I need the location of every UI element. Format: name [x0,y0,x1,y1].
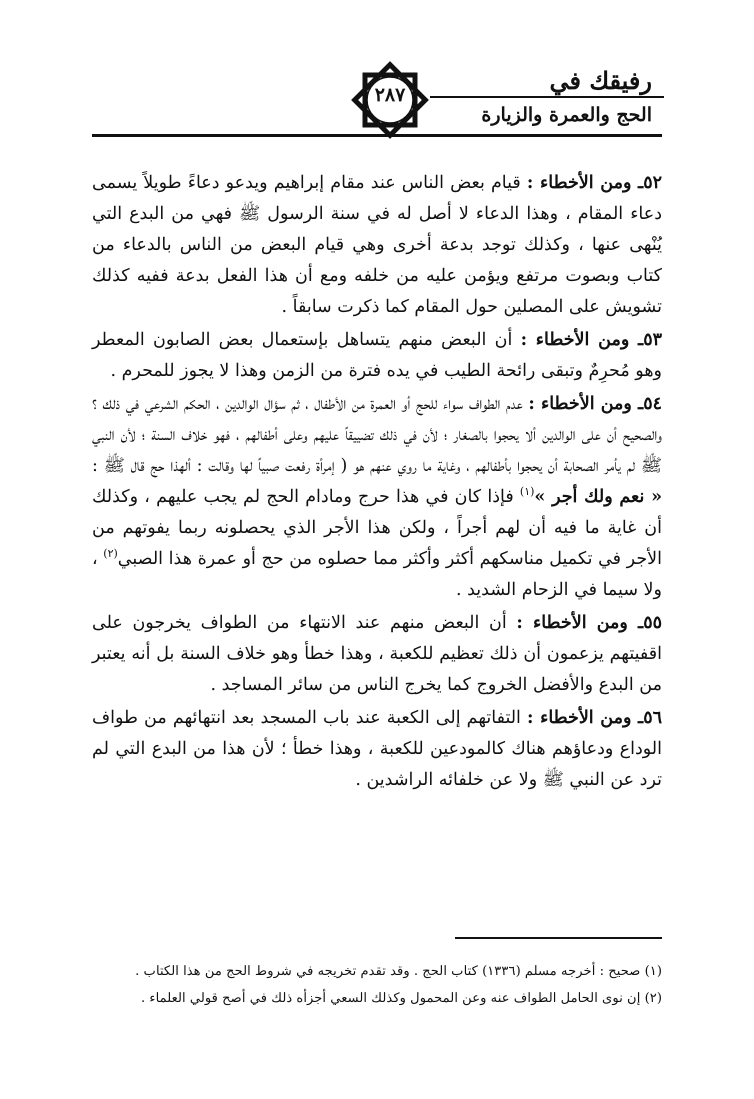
paragraph-text: أن البعض منهم عند الانتهاء من الطواف يخرجون على اقفيتهم يزعمون أن ذلك تعظيم للكعبة ، وهذا خطأ وهو خلاف السنة بل أنه يعتبر من البدع والأفضل الخروج كما يخرج الناس من سائر المساجد . [92,613,662,695]
paragraph-53 [92,325,662,387]
paragraph-54 [92,389,662,606]
paragraph-text: أن البعض منهم يتساهل بإستعمال بعض الصابون المعطر وهو مُحرِمٌ وتبقى رائحة الطيب في يده فترة من الزمن وهذا لا يجوز للمحرم . [92,330,662,381]
running-title-bottom: الحج والعمرة والزيارة [481,104,652,126]
paragraph-label: ٥٦ـ ومن الأخطاء : [527,708,662,728]
header-rule-top [430,96,664,98]
footnote-1: (١) صحيح : أخرجه مسلم (١٣٣٦) كتاب الحج . وقد تقدم تخريجه في شروط الحج من هذا الكتاب . [135,964,662,979]
main-text [92,168,662,798]
paragraph-text: ، ولا سيما في الزحام الشديد . [92,549,662,600]
paragraph-56 [92,703,662,796]
page-number: ٢٨٧ [374,84,406,106]
paragraph-text: عدم الطواف سواء للحج أو العمرة من الأطفال ، ثم سؤال الوالدين ، الحكم الشرعي في ذلك ؟ والصحيح أن على الوالدين ألا يحجوا بالصغار ؛ لأن في ذلك تضييقاً عليهم وعلى أطفالهم ، فهو خلاف السنة ؛ لأن النبي ﷺ لم يأمر الصحابة أن يحجوا بأطفالهم ، وغاية ما روي عنهم هو ( إمرأة رفعت صبياً لها وقالت : ألهذا حج قال ﷺ : [92,394,662,476]
footnote-2: (٢) إن نوى الحامل الطواف عنه وعن المحمول وكذلك السعي أجزأه ذلك في أصح قولي العلماء . [141,991,662,1006]
paragraph-label: ٥٣ـ ومن الأخطاء : [520,330,662,350]
footnote-ref-2[interactable]: (٢) [103,547,118,561]
hadith-quote: « نعم ولك أجر » [534,487,663,507]
paragraph-text: فإذا كان في هذا حرج ومادام الحج لم يجب عليهم ، وكذلك أن غاية ما فيه أن لهم أجراً ، ولكن هذا الأجر الذي يحصلونه ربما يفوتهم من الأجر في تكميل مناسكهم أكثر وأكثر مما حصلوه من حج أو عمرة هذا الصبي [92,487,662,569]
paragraph-label: ٥٥ـ ومن الأخطاء : [516,613,662,633]
footnotes [92,958,662,1012]
paragraph-52 [92,168,662,323]
paragraph-55 [92,608,662,701]
paragraph-label: ٥٢ـ ومن الأخطاء : [526,173,662,193]
running-title-top: رفيقك في [549,66,652,95]
footnote-separator [455,937,662,939]
paragraph-text: التفاتهم إلى الكعبة عند باب المسجد بعد انتهائهم من طواف الوداع ودعاؤهم هناك كالمودعين للكعبة ، وهذا خطأ ؛ لأن هذا من البدع التي لم ترد عن النبي ﷺ ولا عن خلفائه الراشدين . [92,708,662,790]
paragraph-text: قيام بعض الناس عند مقام إبراهيم ويدعو دعاءً طويلاً يسمى دعاء المقام ، وهذا الدعاء لا أصل له في سنة الرسول ﷺ فهي من البدع التي يُنْهى عنها ، وكذلك توجد بدعة أخرى وهي قيام البعض من الناس بالدعاء من كتاب وبصوت مرتفع ويؤمن عليه من خلفه ومع أن هذا الفعل بدعة ففيه كذلك تشويش على المصلين حول المقام كما ذكرت سابقاً . [92,173,662,317]
paragraph-label: ٥٤ـ ومن الأخطاء : [528,394,662,414]
footnote-ref-1[interactable]: (١) [519,485,535,499]
